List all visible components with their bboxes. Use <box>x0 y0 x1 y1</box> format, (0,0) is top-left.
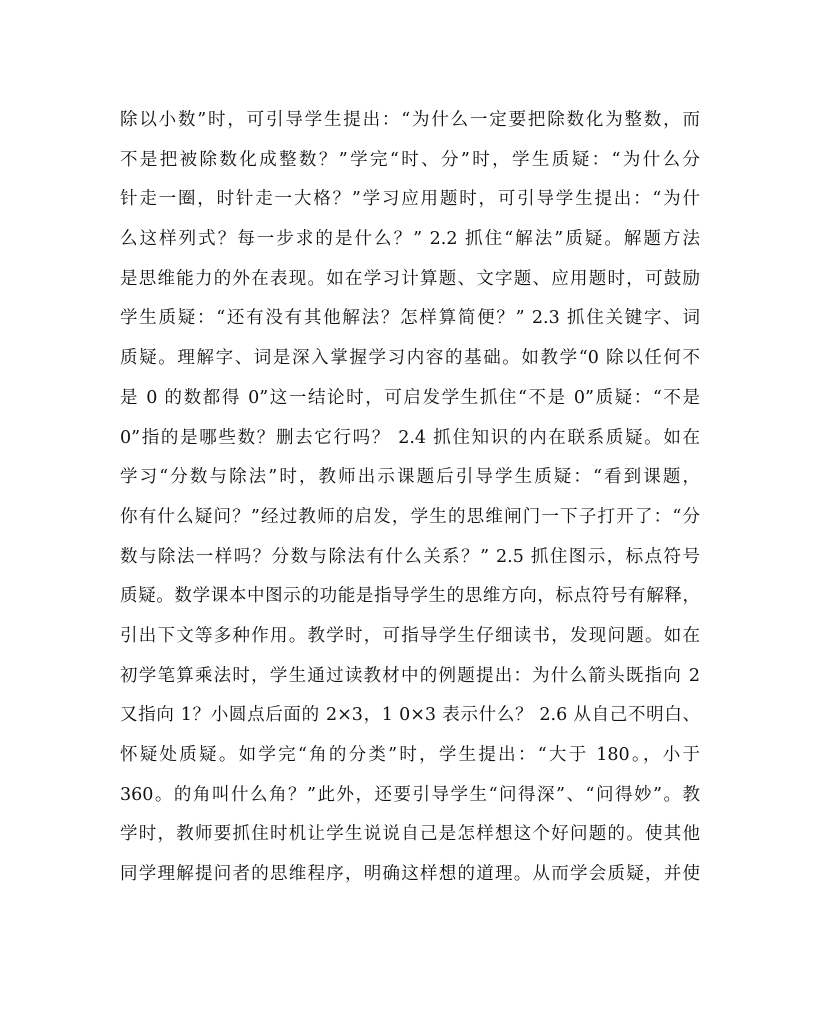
text-line: 么这样列式？每一步求的是什么？” 2.2 抓住“解法”质疑。解题方法 <box>120 229 700 250</box>
text-line: 是思维能力的外在表现。如在学习计算题、文字题、应用题时，可鼓励 <box>120 268 700 289</box>
text-line: 学时，教师要抓住时机让学生说说自己是怎样想这个好问题的。使其他 <box>120 824 700 845</box>
text-line: 同学理解提问者的思维程序，明确这样想的道理。从而学会质疑，并使 <box>120 864 700 885</box>
text-line: 针走一圈，时针走一大格？”学习应用题时，可引导学生提出：“为什 <box>120 189 700 210</box>
text-line: 你有什么疑问？”经过教师的启发，学生的思维闸门一下子打开了：“分 <box>120 506 700 527</box>
text-line: 0”指的是哪些数？删去它行吗？ 2.4 抓住知识的内在联系质疑。如在 <box>120 427 700 448</box>
text-line: 学生质疑：“还有没有其他解法？怎样算简便？” 2.3 抓住关键字、词 <box>120 308 700 329</box>
text-line: 质疑。理解字、词是深入掌握学习内容的基础。如教学“0 除以任何不 <box>120 348 700 369</box>
text-line: 数与除法一样吗？分数与除法有什么关系？” 2.5 抓住图示，标点符号 <box>120 546 700 567</box>
text-line: 引出下文等多种作用。教学时，可指导学生仔细读书，发现问题。如在 <box>120 625 700 646</box>
text-line: 学习“分数与除法”时，教师出示课题后引导学生质疑：“看到课题， <box>120 467 700 488</box>
text-line: 不是把被除数化成整数？”学完“时、分”时，学生质疑：“为什么分 <box>120 149 700 170</box>
text-line: 又指向 1？小圆点后面的 2×3，1 0×3 表示什么？ 2.6 从自己不明白、 <box>120 705 700 726</box>
text-line: 怀疑处质疑。如学完“角的分类”时，学生提出：“大于 180。，小于 <box>120 745 700 765</box>
text-line: 除以小数”时，可引导学生提出：“为什么一定要把除数化为整数，而 <box>120 110 700 130</box>
text-line: 是 0 的数都得 0”这一结论时，可启发学生抓住“不是 0”质疑：“不是 <box>120 387 700 408</box>
body-text <box>120 101 700 895</box>
text-line: 初学笔算乘法时，学生通过读教材中的例题提出：为什么箭头既指向 2 <box>120 665 700 686</box>
text-line: 质疑。数学课本中图示的功能是指导学生的思维方向，标点符号有解释， <box>120 586 700 607</box>
text-line: 360。的角叫什么角？”此外，还要引导学生“问得深”、“问得妙”。教 <box>120 784 700 805</box>
